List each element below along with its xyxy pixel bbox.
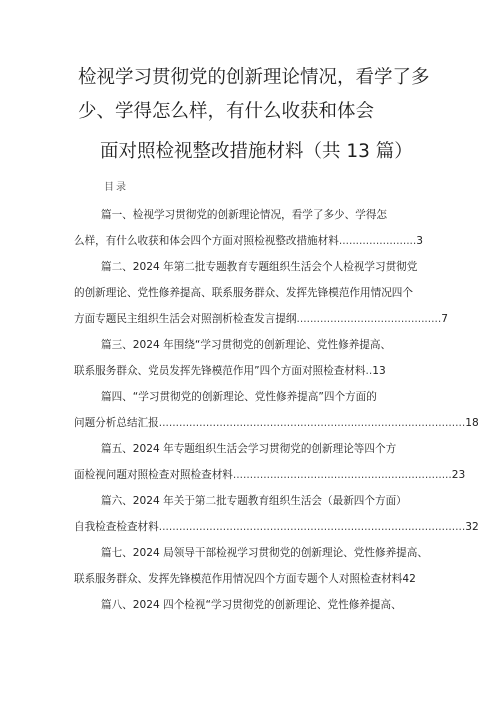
title-line-2: 少、学得怎么样，有什么收获和体会 <box>78 101 375 122</box>
toc-entry-7-line-2: 联系服务群众、发挥先锋模范作用情况四个方面专题个人对照检查材料42 <box>74 573 416 585</box>
toc-entry-2-line-2: 的创新理论、党性修养提高、联系服务群众、发挥先锋模范作用情况四个 <box>74 287 413 299</box>
toc-entry-4-line-1: 篇四、“学习贯彻党的创新理论、党性修养提高”四个方面的 <box>101 391 377 403</box>
toc-entry-5-line-2: 面检视问题对照检查对照检查材料.................................................................23 <box>74 469 466 481</box>
toc-entry-1-line-2: 么样，有什么收获和体会四个方面对照检视整改措施材料.......................3 <box>74 235 424 247</box>
toc-entry-4-line-2: 问题分析总结汇报...........................................................................................18 <box>74 417 479 429</box>
title-line-3: 面对照检视整改措施材料（共 13 篇） <box>100 141 413 162</box>
toc-entry-8-line-1: 篇八、2024 四个检视“学习贯彻党的创新理论、党性修养提高、 <box>101 599 402 611</box>
toc-entry-5-line-1: 篇五、2024 年专题组织生活会学习贯彻党的创新理论等四个方 <box>101 443 397 455</box>
toc-entry-1-line-1: 篇一、检视学习贯彻党的创新理论情况，看学了多少、学得怎 <box>101 209 388 221</box>
toc-entry-3-line-2: 联系服务群众、党员发挥先锋模范作用”四个方面对照检查材料..13 <box>74 365 386 377</box>
toc-entry-6-line-2: 自我检查检查材料...........................................................................................32 <box>74 521 479 533</box>
toc-entry-2-line-1: 篇二、2024 年第二批专题教育专题组织生活会个人检视学习贯彻党 <box>101 261 418 273</box>
toc-entry-3-line-1: 篇三、2024 年围绕“学习贯彻党的创新理论、党性修养提高、 <box>101 339 392 351</box>
toc-entry-2-line-3: 方面专题民主组织生活会对照剖析检查发言提纲...........................................7 <box>74 313 449 325</box>
toc-entry-6-line-1: 篇六、2024 年关于第二批专题教育组织生活会（最新四个方面） <box>101 495 407 507</box>
toc-entry-7-line-1: 篇七、2024 局领导干部检视学习贯彻党的创新理论、党性修养提高、 <box>101 547 428 559</box>
title-line-1: 检视学习贯彻党的创新理论情况，看学了多 <box>78 67 430 88</box>
toc-heading: 目录 <box>104 182 128 193</box>
